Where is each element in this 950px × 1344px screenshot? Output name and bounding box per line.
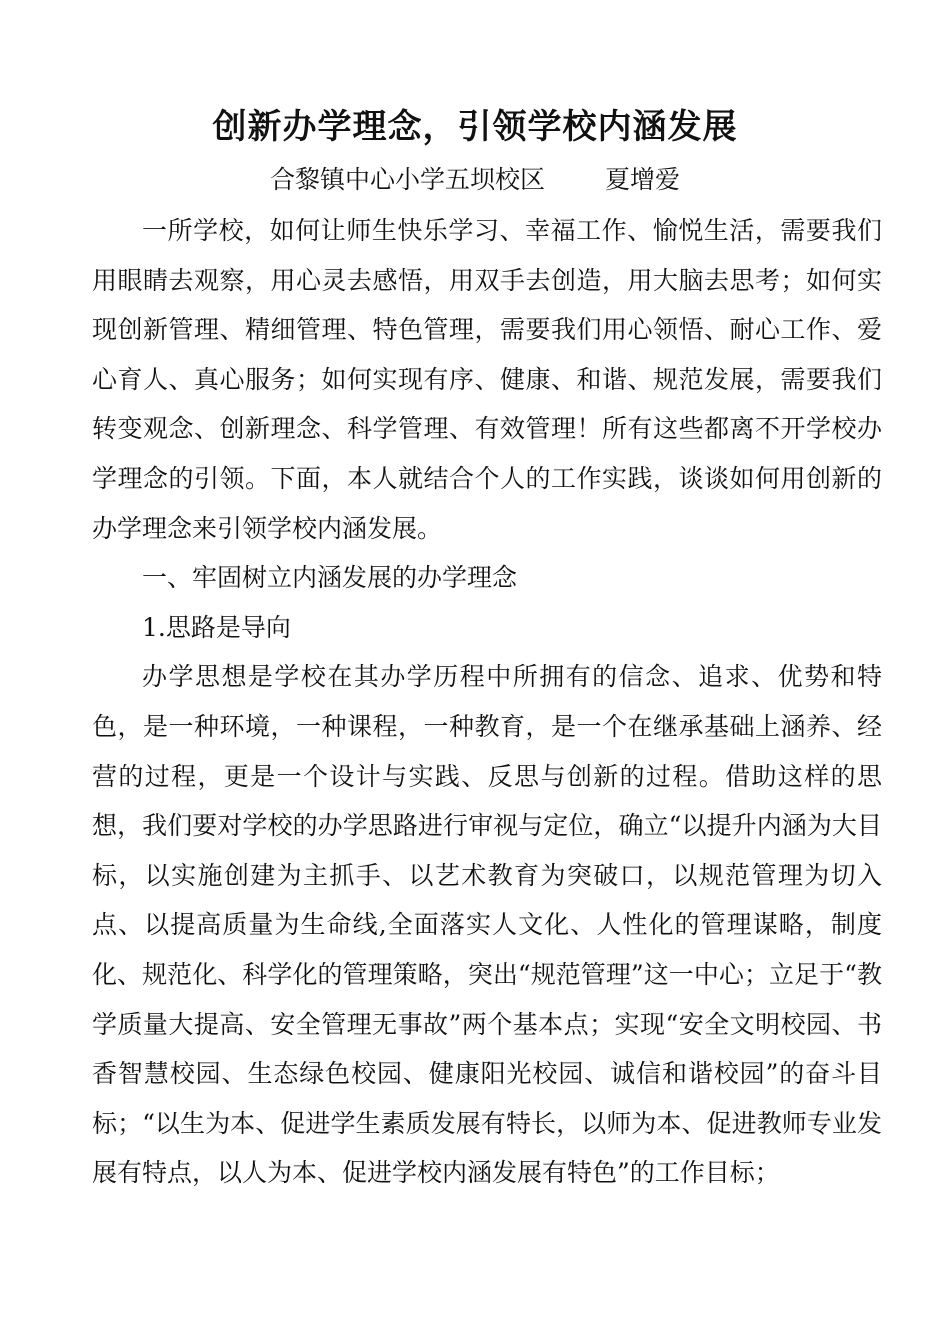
document-body — [92, 206, 882, 1198]
section-heading: 一、牢固树立内涵发展的办学理念 — [142, 563, 518, 593]
byline — [0, 160, 950, 200]
author-name: 夏增爱 — [605, 165, 681, 194]
intro-paragraph: 一所学校，如何让师生快乐学习、幸福工作、愉悦生活，需要我们用眼睛去观察，用心灵去感悟，用双手去创造，用大脑去思考；如何实现创新管理、精细管理、特色管理，需要我们用心领悟、耐心工作、爱心育人、真心服务；如何实现有序、健康、和谐、规范发展，需要我们转变观念、创新理念、科学管理、有效管理！所有这些都离不开学校办学理念的引领。下面，本人就结合个人的工作实践，谈谈如何用创新的办学理念来引领学校内涵发展。 — [92, 216, 882, 543]
body-paragraph: 办学思想是学校在其办学历程中所拥有的信念、追求、优势和特色，是一种环境，一种课程，一种教育，是一个在继承基础上涵养、经营的过程，更是一个设计与实践、反思与创新的过程。借助这样的思想，我们要对学校的办学思路进行审视与定位，确立“以提升内涵为大目标，以实施创建为主抓手、以艺术教育为突破口，以规范管理为切入点、以提高质量为生命线,全面落实人文化、人性化的管理谋略，制度化、规范化、科学化的管理策略，突出“规范管理”这一中心；立足于“教学质量大提高、安全管理无事故”两个基本点；实现“安全文明校园、书香智慧校园、生态绿色校园、健康阳光校园、诚信和谐校园”的奋斗目标；“以生为本、促进学生素质发展有特长，以师为本、促进教师专业发展有特点，以人为本、促进学校内涵发展有特色”的工作目标； — [92, 662, 882, 1188]
school-name: 合黎镇中心小学五坝校区 — [269, 165, 545, 194]
document-title: 创新办学理念，引领学校内涵发展 — [212, 107, 738, 147]
subsection-heading: 1.思路是导向 — [142, 612, 291, 642]
